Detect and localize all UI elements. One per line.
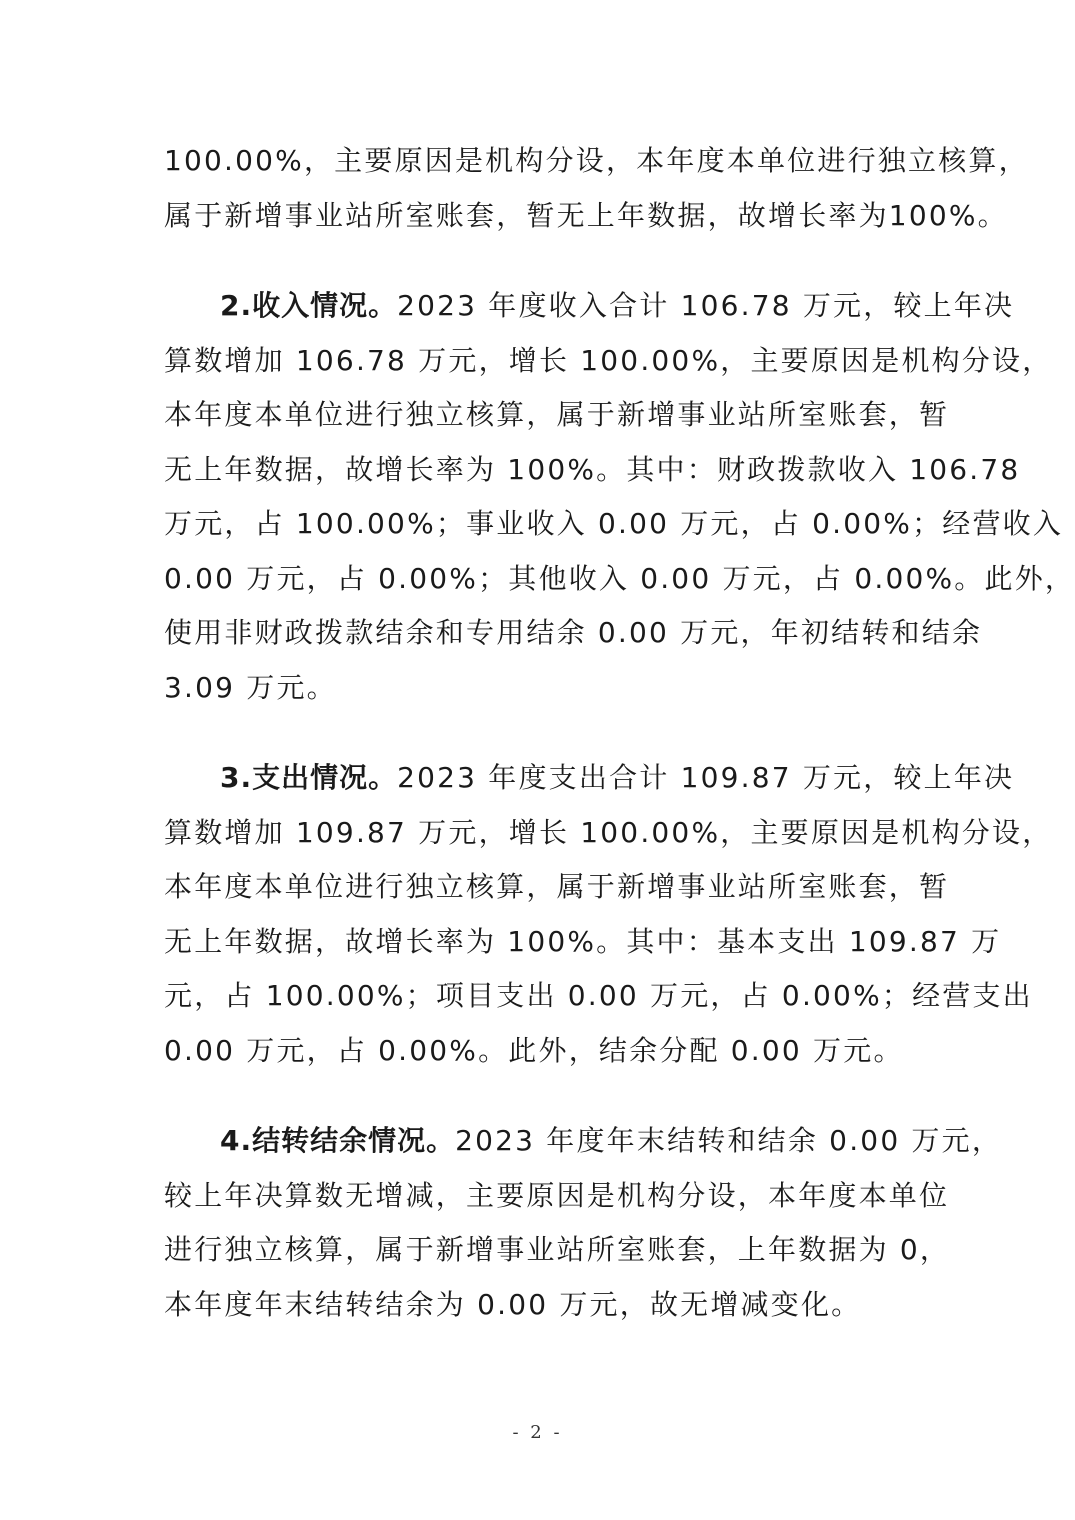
section-balance — [164, 1114, 1003, 1332]
paragraph-text: 2023 年度支出合计 109.87 万元，较上年决 — [397, 761, 1015, 794]
paragraph-line: 较上年决算数无增减，主要原因是机构分设，本年度本单位 — [164, 1178, 950, 1212]
paragraph-line: 元，占 100.00%；项目支出 0.00 万元，占 0.00%；经营支出 — [164, 979, 1033, 1012]
paragraph-line: 100.00%，主要原因是机构分设，本年度本单位进行独立核算， — [164, 144, 1029, 177]
paragraph-line: 万元，占 100.00%；事业收入 0.00 万元，占 0.00%；经营收入 — [164, 507, 1064, 540]
paragraph-text: 2023 年度收入合计 106.78 万元，较上年决 — [397, 289, 1015, 322]
section-heading: 4.结转结余情况。 — [220, 1124, 456, 1157]
paragraph-line: 3.09 万元。 — [164, 670, 337, 704]
paragraph-line: 本年度年末结转结余为 0.00 万元，故无增减变化。 — [164, 1287, 862, 1321]
paragraph-line: 本年度本单位进行独立核算，属于新增事业站所室账套，暂 — [164, 870, 950, 903]
paragraph-line: 本年度本单位进行独立核算，属于新增事业站所室账套，暂 — [164, 398, 950, 431]
document-body — [164, 134, 1075, 1332]
paragraph-line: 无上年数据，故增长率为 100%。其中：基本支出 109.87 万 — [164, 924, 1002, 958]
paragraph-text: 2023 年度年末结转和结余 0.00 万元， — [455, 1124, 1003, 1157]
section-heading: 2.收入情况。 — [220, 289, 398, 322]
paragraph-line: 0.00 万元，占 0.00%；其他收入 0.00 万元，占 0.00%。此外， — [164, 561, 1075, 595]
paragraph-line — [164, 751, 1015, 806]
paragraph-line: 算数增加 109.87 万元，增长 100.00%，主要原因是机构分设， — [164, 815, 1053, 849]
paragraph-line: 算数增加 106.78 万元，增长 100.00%，主要原因是机构分设， — [164, 343, 1053, 377]
paragraph-line — [164, 279, 1015, 334]
section-income — [164, 279, 1075, 715]
section-heading: 3.支出情况。 — [220, 761, 398, 794]
section-expenditure — [164, 751, 1053, 1078]
paragraph-intro — [164, 134, 1029, 243]
paragraph-line: 无上年数据，故增长率为 100%。其中：财政拨款收入 106.78 — [164, 452, 1021, 486]
paragraph-line: 属于新增事业站所室账套，暂无上年数据，故增长率为100%。 — [164, 198, 1008, 232]
paragraph-line: 0.00 万元，占 0.00%。此外，结余分配 0.00 万元。 — [164, 1033, 904, 1067]
paragraph-line: 使用非财政拨款结余和专用结余 0.00 万元，年初结转和结余 — [164, 616, 983, 649]
paragraph-line — [164, 1114, 1003, 1169]
paragraph-line: 进行独立核算，属于新增事业站所室账套，上年数据为 0， — [164, 1233, 951, 1266]
page-number: - 2 - — [512, 1422, 563, 1443]
